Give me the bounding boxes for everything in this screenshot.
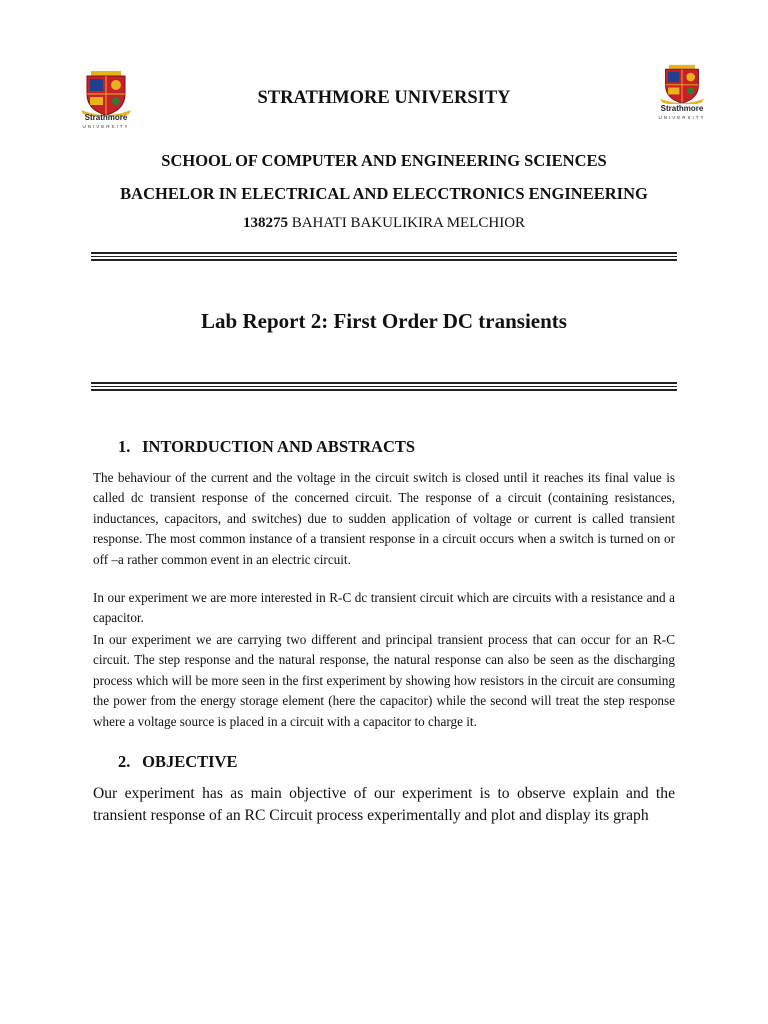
- university-name: STRATHMORE UNIVERSITY: [257, 88, 511, 108]
- intro-paragraph-3: In our experiment we are carrying two different and principal transient process that can occur for an R-C circuit. The step response and the natural response, the natural response can also be seen as the discharging process which will be more seen in the first experiment by showing how resistors in the circuit are consuming the power from the energy storage element (here the capacitor) while the second will treat the step response where a voltage source is placed in a circuit with a capacitor to charge it.: [93, 632, 675, 729]
- student-name: BAHATI BAKULIKIRA MELCHIOR: [291, 215, 526, 231]
- section-heading-introduction: [118, 437, 415, 457]
- student-line: [0, 215, 768, 232]
- section-number: 2.: [118, 752, 131, 771]
- program-name: BACHELOR IN ELECTRICAL AND ELECCTRONICS ENGINEERING: [120, 184, 648, 203]
- section-heading-objective: [118, 752, 237, 772]
- logo-subtitle: UNIVERSITY: [82, 124, 130, 129]
- section-title: INTORDUCTION AND ABSTRACTS: [142, 437, 416, 456]
- logo-name: Strathmore: [660, 104, 704, 113]
- school-name: SCHOOL OF COMPUTER AND ENGINEERING SCIENCES: [161, 151, 607, 170]
- intro-paragraph-2: In our experiment we are more interested in R-C dc transient circuit which are circuits with a resistance and a capacitor.: [93, 590, 675, 626]
- objective-paragraph: Our experiment has as main objective of our experiment is to observe explain and the transient response of an RC Circuit process experimentally and plot and display its graph: [93, 785, 675, 825]
- section-title: OBJECTIVE: [142, 752, 238, 771]
- top-divider: [91, 252, 677, 263]
- bottom-divider: [91, 382, 677, 393]
- logo-subtitle: UNIVERSITY: [658, 115, 706, 120]
- logo-name: Strathmore: [84, 113, 128, 122]
- intro-paragraph-1: The behaviour of the current and the voltage in the circuit switch is closed until it reaches its final value is called dc transient response of the concerned circuit. The response of a circuit (containing resistances, inductances, capacitors, and switches) due to sudden application of voltage or current is called transient response. The most common instance of a transient response in a circuit occurs when a switch is turned on or off –a rather common event in an electric circuit.: [93, 470, 675, 567]
- student-id: 138275: [242, 215, 288, 231]
- section-number: 1.: [118, 437, 131, 456]
- report-title: Lab Report 2: First Order DC transients: [201, 309, 567, 333]
